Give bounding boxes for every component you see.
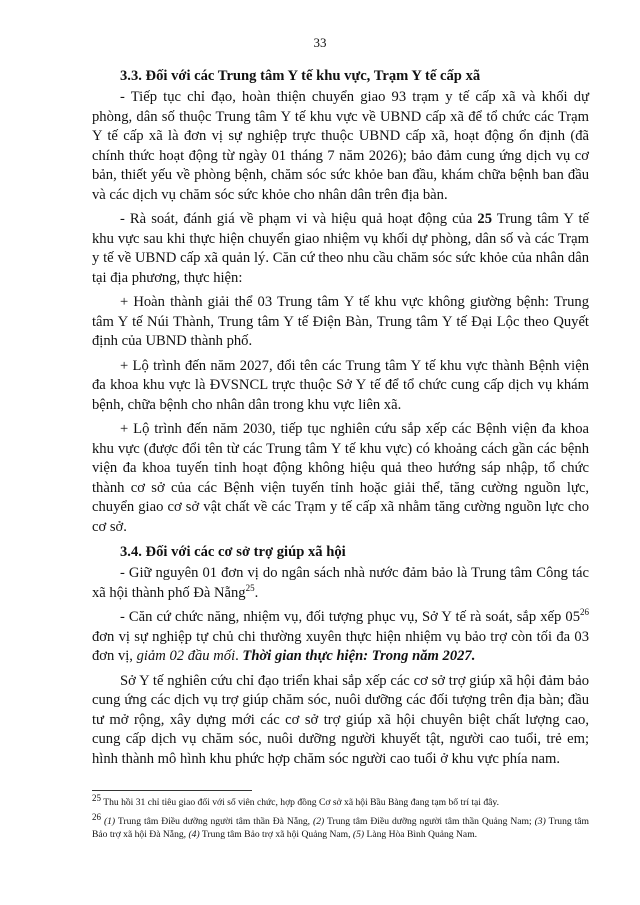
section-3-4-paragraph-1 [92, 564, 589, 603]
paragraph-emphasis: 25 [477, 211, 492, 227]
footnote-item-number: (1) [101, 816, 116, 827]
footnote-text: Trung tâm Bảo trợ xã hội Quảng Nam, [199, 829, 353, 840]
footnote-item-number: (3) [534, 816, 546, 827]
paragraph-text: Trung tâm Y tế khu vực sau khi thực hiện chuyển giao nhiệm vụ khối dự phòng, dân số và các Trạm y tế về UBND cấp xã quản lý. Căn cứ theo nhu cầu chăm sóc sức khỏe của nhân dân tại địa phương, thực hiện: [92, 211, 589, 286]
footnote-text: Trung tâm Điều dưỡng người tâm thần Đà Nẵng, [115, 816, 314, 827]
footnote-item-number: (2) [313, 816, 325, 827]
footnote-number: 25 [92, 792, 101, 803]
paragraph-text: - Giữ nguyên 01 đơn vị do ngân sách nhà nước đảm bảo là Trung tâm Công tác xã hội thành phố Đà Nẵng [92, 565, 589, 601]
paragraph-deadline: Thời gian thực hiện: Trong năm 2027. [242, 648, 476, 664]
section-3-3-paragraph-4: + Lộ trình đến năm 2027, đổi tên các Trung tâm Y tế khu vực thành Bệnh viện đa khoa khu vực là ĐVSNCL trực thuộc Sở Y tế để tổ chức cung cấp dịch vụ khám bệnh, chữa bệnh cho nhân dân trong khu vực liên xã. [92, 357, 589, 413]
footnote-26 [92, 811, 590, 841]
page-number: 33 [313, 35, 327, 50]
paragraph-text: - Rà soát, đánh giá về phạm vi và hiệu quả hoạt động của [120, 211, 478, 227]
paragraph-text: - Căn cứ chức năng, nhiệm vụ, đối tượng phục vụ, Sở Y tế rà soát, sắp xếp 05 [120, 609, 580, 625]
paragraph-text: . [235, 648, 243, 664]
footnote-text: Thu hồi 31 chỉ tiêu giao đối với số viên chức, hợp đồng Cơ sở xã hội Bầu Bàng đang tạm bố trí tại đây. [101, 797, 499, 808]
footnote-item-number: (4) [188, 829, 200, 840]
footnote-ref: 26 [580, 607, 589, 618]
footnote-text: Làng Hòa Bình Quảng Nam. [364, 829, 478, 840]
footnote-item-number: (5) [352, 829, 365, 840]
section-3-4-paragraph-2 [92, 608, 589, 667]
section-3-3-paragraph-5: + Lộ trình đến năm 2030, tiếp tục nghiên cứu sắp xếp các Bệnh viện đa khoa khu vực (được đổi tên từ các Trung tâm Y tế khu vực) có khoảng cách gần các bệnh viện đa khoa tuyến tỉnh hoạt động không hiệu quả theo hướng sáp nhập, tổ chức thành cơ sở của các Bệnh viện tuyến tỉnh hoặc giải thể, tăng cường nguồn lực, chuyển giao cơ sở vật chất về các Trạm y tế cấp xã nhằm tăng cường nguồn lực cho cơ sở. [92, 421, 589, 535]
footnote-25 [92, 792, 589, 809]
page-body [92, 66, 589, 774]
section-3-4-heading: 3.4. Đối với các cơ sở trợ giúp xã hội [120, 544, 346, 560]
footnote-divider [92, 790, 252, 791]
section-3-3-heading: 3.3. Đối với các Trung tâm Y tế khu vực, Trạm Y tế cấp xã [120, 68, 481, 84]
footnote-ref: 25 [245, 582, 255, 593]
footnote-text: Trung tâm Điều dưỡng người tâm thần Quảng Nam; [324, 816, 535, 827]
section-3-3-paragraph-3: + Hoàn thành giải thể 03 Trung tâm Y tế khu vực không giường bệnh: Trung tâm Y tế Núi Thành, Trung tâm Y tế Điện Bàn, Trung tâm Y tế Đại Lộc theo Quyết định của UBND thành phố. [92, 294, 589, 349]
footnote-number: 26 [92, 811, 101, 822]
section-3-3-paragraph-1: - Tiếp tục chỉ đạo, hoàn thiện chuyển giao 93 trạm y tế cấp xã và khối dự phòng, dân số thuộc Trung tâm Y tế khu vực về UBND cấp xã để tổ chức các Trạm Y tế cấp xã là đơn vị sự nghiệp trực thuộc UBND cấp xã, hoạt động ổn định (đã chính thức hoạt động từ ngày 01 tháng 7 năm 2026); bảo đảm cung ứng dịch vụ cơ bản, thiết yếu về phòng bệnh, chăm sóc sức khỏe ban đầu, khám chữa bệnh ban đầu và các dịch vụ chăm sóc sức khỏe cho nhân dân trên địa bàn. [92, 89, 589, 203]
paragraph-italic: giảm 02 đầu mối [136, 648, 236, 664]
paragraph-text: . [254, 584, 259, 601]
section-3-3-paragraph-2 [92, 210, 589, 288]
section-3-4-paragraph-3: Sở Y tế nghiên cứu chỉ đạo triển khai sắp xếp các cơ sở trợ giúp xã hội đảm bảo cung ứng các dịch vụ trợ giúp chăm sóc, nuôi dưỡng các đối tượng trên địa bàn; đầu tư mở rộng, xây dựng mới các cơ sở trợ giúp xã hội chuyên biệt chất lượng cao, cung cấp dịch vụ chăm sóc, nuôi dưỡng người khuyết tật, người cao tuổi, trẻ em; hình thành mô hình khu phức hợp chăm sóc người cao tuổi ở khu vực phía nam. [92, 672, 589, 767]
paragraph-text: đơn vị sự nghiệp tự chủ chi thường xuyên thực hiện nhiệm vụ bảo trợ còn tối đa 03 đơn vị, [92, 628, 589, 664]
footnote-text: Trung tâm Bảo trợ xã hội Đà Nẵng, [92, 816, 590, 840]
footnotes [92, 792, 590, 847]
